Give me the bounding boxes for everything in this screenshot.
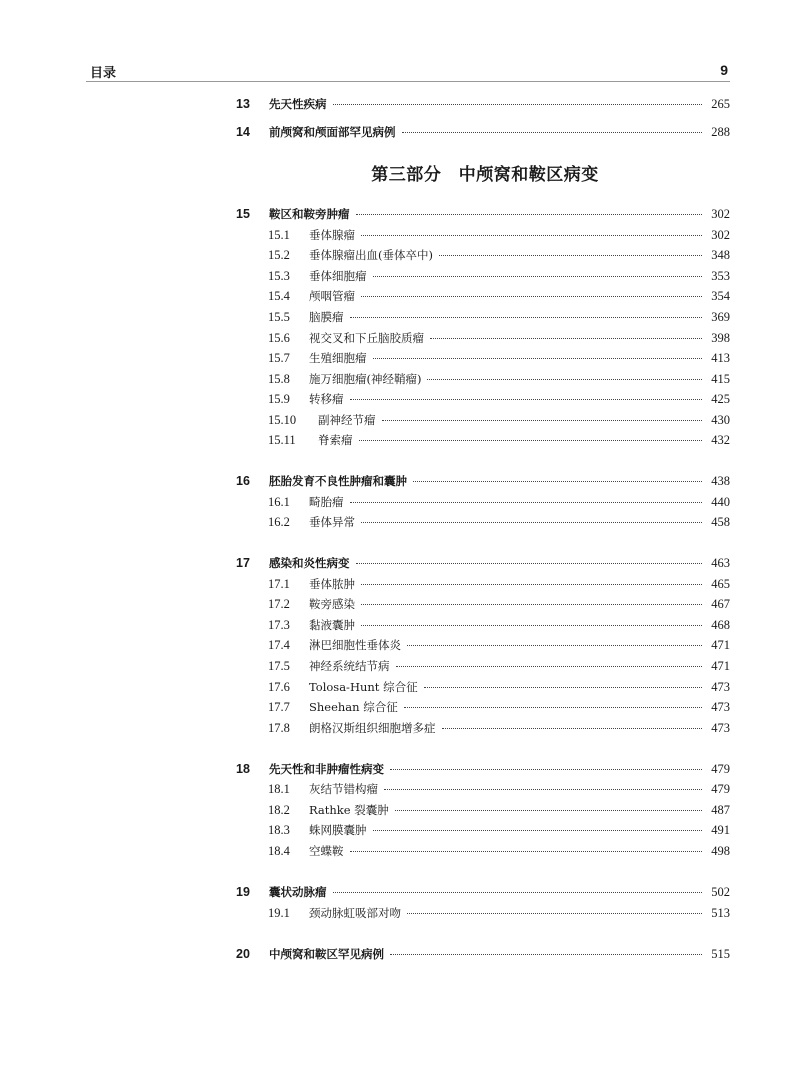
dot-leader — [350, 502, 703, 503]
dot-leader — [350, 399, 703, 400]
page-number: 487 — [711, 803, 730, 817]
dot-leader — [350, 317, 703, 318]
toc-section-entry[interactable] — [236, 514, 730, 532]
dot-leader — [361, 235, 702, 236]
dot-leader — [395, 810, 702, 811]
toc-chapter-entry[interactable] — [236, 473, 730, 491]
section-number: 17.5 — [268, 659, 290, 673]
chapter-title: 鞍区和鞍旁肿瘤 — [269, 207, 350, 221]
chapter-title: 前颅窝和颅面部罕见病例 — [269, 125, 396, 139]
section-title: 转移瘤 — [309, 392, 344, 406]
section-title: 垂体异常 — [309, 515, 355, 529]
toc-section-entry[interactable] — [236, 371, 730, 389]
section-number: 17.6 — [268, 680, 290, 694]
section-title: 垂体细胞瘤 — [309, 269, 367, 283]
toc-section-entry[interactable] — [236, 268, 730, 286]
dot-leader — [407, 913, 702, 914]
toc-section-entry[interactable] — [236, 699, 730, 717]
toc-section-entry[interactable] — [236, 576, 730, 594]
dot-leader — [382, 420, 703, 421]
toc-section-entry[interactable] — [236, 309, 730, 327]
section-title: 生殖细胞瘤 — [309, 351, 367, 365]
page-number: 458 — [711, 515, 730, 529]
toc-chapter-entry[interactable] — [236, 206, 730, 224]
dot-leader — [390, 954, 702, 955]
section-number: 15.11 — [268, 433, 296, 447]
toc-chapter-entry[interactable] — [236, 946, 730, 964]
dot-leader — [361, 604, 702, 605]
toc-section-entry[interactable] — [236, 494, 730, 512]
section-number: 17.3 — [268, 618, 290, 632]
section-title: 脊索瘤 — [318, 433, 353, 447]
page-number: 471 — [711, 659, 730, 673]
page-number: 302 — [711, 228, 730, 242]
page-number: 515 — [711, 947, 730, 961]
section-number: 18.3 — [268, 823, 290, 837]
toc-section-entry[interactable] — [236, 596, 730, 614]
toc-chapter-entry[interactable] — [236, 884, 730, 902]
dot-leader — [359, 440, 703, 441]
page-number: 479 — [711, 782, 730, 796]
page-number: 353 — [711, 269, 730, 283]
toc-section-entry[interactable] — [236, 843, 730, 861]
section-title: 颅咽管瘤 — [309, 289, 355, 303]
toc-section-entry[interactable] — [236, 802, 730, 820]
dot-leader — [373, 358, 703, 359]
chapter-number: 19 — [236, 885, 250, 899]
page-number: 498 — [711, 844, 730, 858]
toc-chapter-entry[interactable] — [236, 555, 730, 573]
page-number: 479 — [711, 762, 730, 776]
chapter-number: 20 — [236, 947, 250, 961]
section-number: 15.9 — [268, 392, 290, 406]
page-number: 302 — [711, 207, 730, 221]
toc-section-entry[interactable] — [236, 637, 730, 655]
chapter-number: 14 — [236, 125, 250, 139]
toc-section-entry[interactable] — [236, 432, 730, 450]
section-title: 神经系统结节病 — [309, 659, 390, 673]
section-title: 鞍旁感染 — [309, 597, 355, 611]
chapter-number: 18 — [236, 762, 250, 776]
dot-leader — [390, 769, 702, 770]
section-title: 黏液囊肿 — [309, 618, 355, 632]
dot-leader — [361, 625, 702, 626]
section-number: 18.1 — [268, 782, 290, 796]
section-number: 15.3 — [268, 269, 290, 283]
dot-leader — [350, 851, 703, 852]
section-number: 17.7 — [268, 700, 290, 714]
toc-section-entry[interactable] — [236, 658, 730, 676]
dot-leader — [356, 214, 703, 215]
section-number: 15.8 — [268, 372, 290, 386]
section-title: 脑膜瘤 — [309, 310, 344, 324]
dot-leader — [407, 645, 702, 646]
chapter-title: 先天性和非肿瘤性病变 — [269, 762, 384, 776]
page-number: 471 — [711, 638, 730, 652]
section-title: Tolosa-Hunt 综合征 — [309, 680, 418, 694]
toc-section-entry[interactable] — [236, 350, 730, 368]
dot-leader — [333, 892, 703, 893]
toc-section-entry[interactable] — [236, 679, 730, 697]
running-header-page-number: 9 — [720, 62, 728, 78]
toc-section-entry[interactable] — [236, 288, 730, 306]
section-number: 15.5 — [268, 310, 290, 324]
chapter-number: 16 — [236, 474, 250, 488]
section-number: 15.1 — [268, 228, 290, 242]
page-number: 438 — [711, 474, 730, 488]
section-title: 空蝶鞍 — [309, 844, 344, 858]
section-number: 16.1 — [268, 495, 290, 509]
toc-section-entry[interactable] — [236, 617, 730, 635]
dot-leader — [424, 687, 702, 688]
section-number: 18.4 — [268, 844, 290, 858]
part-heading: 第三部分 中颅窝和鞍区病变 — [371, 165, 599, 185]
toc-section-entry[interactable] — [236, 412, 730, 430]
page-number: 265 — [711, 97, 730, 111]
section-number: 17.8 — [268, 721, 290, 735]
section-number: 15.6 — [268, 331, 290, 345]
page-number: 425 — [711, 392, 730, 406]
page-number: 354 — [711, 289, 730, 303]
page-number: 415 — [711, 372, 730, 386]
chapter-title: 中颅窝和鞍区罕见病例 — [269, 947, 384, 961]
page-number: 502 — [711, 885, 730, 899]
page-number: 430 — [711, 413, 730, 427]
page-number: 348 — [711, 248, 730, 262]
section-number: 17.1 — [268, 577, 290, 591]
section-number: 15.10 — [268, 413, 297, 427]
chapter-title: 囊状动脉瘤 — [269, 885, 327, 899]
dot-leader — [356, 563, 703, 564]
page-number: 463 — [711, 556, 730, 570]
toc-section-entry[interactable] — [236, 391, 730, 409]
chapter-title: 先天性疾病 — [269, 97, 327, 111]
dot-leader — [396, 666, 703, 667]
section-title: Rathke 裂囊肿 — [309, 803, 389, 817]
chapter-number: 15 — [236, 207, 250, 221]
toc-section-entry[interactable] — [236, 720, 730, 738]
dot-leader — [373, 830, 703, 831]
section-number: 15.2 — [268, 248, 290, 262]
section-title: 垂体脓肿 — [309, 577, 355, 591]
section-title: 颈动脉虹吸部对吻 — [309, 906, 401, 920]
page-number: 288 — [711, 125, 730, 139]
dot-leader — [404, 707, 702, 708]
section-number: 18.2 — [268, 803, 290, 817]
dot-leader — [333, 104, 703, 105]
chapter-number: 17 — [236, 556, 250, 570]
dot-leader — [439, 255, 702, 256]
section-number: 17.2 — [268, 597, 290, 611]
section-title: 畸胎瘤 — [309, 495, 344, 509]
section-number: 15.4 — [268, 289, 290, 303]
page-number: 473 — [711, 700, 730, 714]
page-number: 440 — [711, 495, 730, 509]
page-number: 473 — [711, 680, 730, 694]
dot-leader — [361, 296, 702, 297]
dot-leader — [373, 276, 703, 277]
section-title: 朗格汉斯组织细胞增多症 — [309, 721, 436, 735]
page-number: 467 — [711, 597, 730, 611]
section-title: 垂体腺瘤 — [309, 228, 355, 242]
toc-chapter-entry[interactable] — [236, 124, 730, 142]
section-title: 施万细胞瘤(神经鞘瘤) — [309, 372, 422, 386]
toc-section-entry[interactable] — [236, 227, 730, 245]
page-number: 432 — [711, 433, 730, 447]
page-number: 413 — [711, 351, 730, 365]
chapter-title: 胚胎发育不良性肿瘤和囊肿 — [269, 474, 407, 488]
toc-section-entry[interactable] — [236, 905, 730, 923]
section-title: 蛛网膜囊肿 — [309, 823, 367, 837]
section-number: 17.4 — [268, 638, 290, 652]
dot-leader — [430, 338, 702, 339]
page-number: 468 — [711, 618, 730, 632]
dot-leader — [413, 481, 702, 482]
dot-leader — [361, 584, 702, 585]
toc-section-entry[interactable] — [236, 330, 730, 348]
toc-chapter-entry[interactable] — [236, 761, 730, 779]
header-rule — [86, 81, 730, 82]
dot-leader — [442, 728, 703, 729]
section-title: 淋巴细胞性垂体炎 — [309, 638, 401, 652]
toc-section-entry[interactable] — [236, 822, 730, 840]
page-number: 473 — [711, 721, 730, 735]
toc-chapter-entry[interactable] — [236, 96, 730, 114]
section-title: 灰结节错构瘤 — [309, 782, 378, 796]
chapter-title: 感染和炎性病变 — [269, 556, 350, 570]
page-number: 513 — [711, 906, 730, 920]
section-title: Sheehan 综合征 — [309, 700, 398, 714]
dot-leader — [384, 789, 702, 790]
page-number: 491 — [711, 823, 730, 837]
dot-leader — [402, 132, 703, 133]
page-number: 398 — [711, 331, 730, 345]
section-number: 16.2 — [268, 515, 290, 529]
section-number: 19.1 — [268, 906, 290, 920]
toc-section-entry[interactable] — [236, 781, 730, 799]
section-title: 副神经节瘤 — [318, 413, 376, 427]
toc-section-entry[interactable] — [236, 247, 730, 265]
dot-leader — [361, 522, 702, 523]
chapter-number: 13 — [236, 97, 250, 111]
section-title: 视交叉和下丘脑胶质瘤 — [309, 331, 424, 345]
running-header-section: 目录 — [90, 66, 117, 81]
section-number: 15.7 — [268, 351, 290, 365]
section-title: 垂体腺瘤出血(垂体卒中) — [309, 248, 433, 262]
page-number: 369 — [711, 310, 730, 324]
dot-leader — [427, 379, 702, 380]
page-number: 465 — [711, 577, 730, 591]
